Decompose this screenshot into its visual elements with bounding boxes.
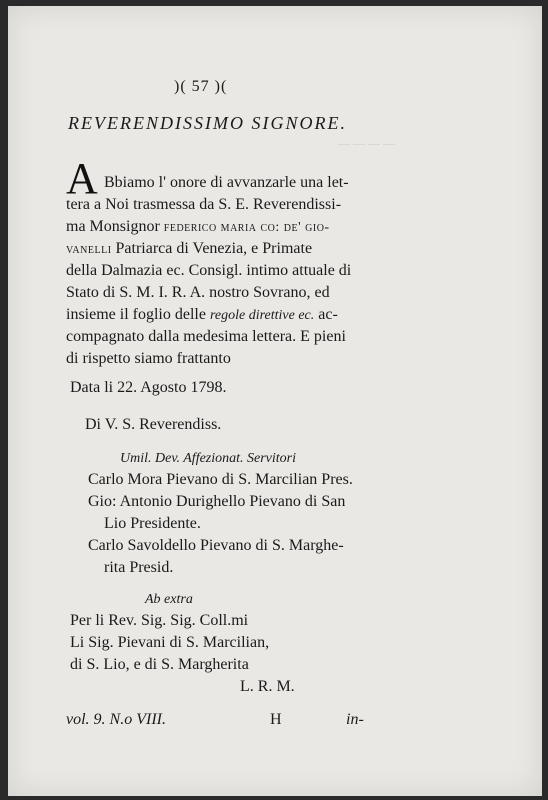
letter-line-3 xyxy=(66,217,330,238)
document-page xyxy=(8,6,542,796)
letter-line-6: Stato di S. M. I. R. A. nostro Sovrano, ed xyxy=(66,284,330,301)
signature-line-5: rita Presid. xyxy=(104,559,174,576)
address-label: Ab extra xyxy=(145,592,193,607)
address-line-2: Li Sig. Pievani di S. Marcilian, xyxy=(70,634,270,651)
letter-line-7-text: insieme il foglio delle xyxy=(66,306,206,323)
address-line-1: Per li Rev. Sig. Sig. Coll.mi xyxy=(70,612,249,629)
letter-line-7 xyxy=(66,305,338,326)
letter-line-4 xyxy=(66,239,312,260)
letter-line-8: compagnato dalla medesima lettera. E pieni xyxy=(66,328,346,345)
bleed-through: — — — — xyxy=(338,136,395,150)
signatures-heading: Umil. Dev. Affezionat. Servitori xyxy=(120,451,297,466)
letter-line-2: tera a Noi trasmessa da S. E. Reverendissi- xyxy=(66,196,342,213)
drop-cap: A xyxy=(66,154,98,203)
signature-line-4: Carlo Savoldello Pievano di S. Marghe- xyxy=(88,537,344,554)
date-line: Data li 22. Agosto 1798. xyxy=(70,379,227,396)
letter-line-9: di rispetto siamo frattanto xyxy=(66,350,231,367)
letter-line-1: Bbiamo l' onore di avvanzarle una let- xyxy=(104,174,349,191)
signature-line-3: Lio Presidente. xyxy=(104,515,201,532)
address-line-3: di S. Lio, e di S. Margherita xyxy=(70,656,249,673)
signature-mark: H xyxy=(270,711,282,728)
signature-line-1: Carlo Mora Pievano di S. Marcilian Pres. xyxy=(88,471,353,488)
catchword: in- xyxy=(346,711,364,728)
patriarch-surname: vanelli xyxy=(66,242,112,257)
volume-mark: vol. 9. N.o VIII. xyxy=(66,711,166,728)
letter-line-3-text: ma Monsignor xyxy=(66,218,160,235)
rules-title: regole direttive ec. xyxy=(209,308,315,323)
salutation: Di V. S. Reverendiss. xyxy=(85,416,222,433)
address-initials: L. R. M. xyxy=(240,678,295,695)
page-number: )( 57 )( xyxy=(174,78,228,95)
patriarch-name: federico maria co: de' gio- xyxy=(163,220,330,235)
signature-line-2: Gio: Antonio Durighello Pievano di San xyxy=(88,493,346,510)
letter-heading: REVERENDISSIMO SIGNORE. xyxy=(68,113,347,133)
letter-line-5: della Dalmazia ec. Consigl. intimo attuale di xyxy=(66,262,352,279)
letter-line-4-text: Patriarca di Venezia, e Primate xyxy=(111,240,313,257)
letter-line-7-end: ac- xyxy=(314,306,338,323)
